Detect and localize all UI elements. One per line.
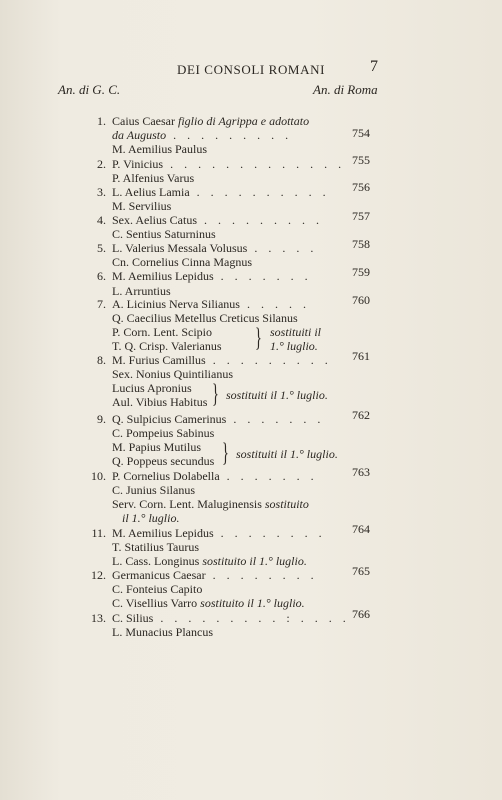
leader-dots: . . . . . . . . . : . . . . bbox=[153, 611, 350, 625]
leader-dots: . . . . . bbox=[247, 241, 318, 255]
entry-number: 2. bbox=[97, 157, 106, 171]
roman-year: 766 bbox=[352, 607, 370, 621]
consul-name: T. Statilius Taurus bbox=[112, 540, 200, 554]
consul-name: M. Aemilius Paulus bbox=[112, 142, 208, 156]
entry-number: 6. bbox=[97, 269, 106, 283]
consul-name: C. Fonteius Capito bbox=[112, 582, 203, 596]
leader-dots: . . . . . . . bbox=[226, 412, 325, 426]
consul-name: Caius Caesar bbox=[112, 114, 178, 128]
leader-dots: . . . . . . . . . . . . . bbox=[163, 157, 346, 171]
consul-name: C. Pompeius Sabinus bbox=[112, 426, 215, 440]
consul-name: M. Aemilius Lepidus bbox=[112, 526, 214, 540]
entry-number: 11. bbox=[91, 526, 106, 540]
brace-icon: } bbox=[255, 323, 262, 352]
entry-number: 10. bbox=[91, 469, 106, 483]
consul-name: P. Corn. Lent. Scipio bbox=[112, 325, 213, 339]
consul-name: M. Papius Mutilus bbox=[112, 440, 202, 454]
leader-dots: . . . . . bbox=[239, 297, 310, 311]
leader-dots: . . . . . . . . bbox=[205, 568, 318, 582]
consul-name: Sex. Aelius Catus bbox=[112, 213, 198, 227]
consul-name: L. Cass. Longinus bbox=[112, 554, 203, 568]
consul-name: L. Valerius Messala Volusus bbox=[112, 241, 248, 255]
consul-name: T. Q. Crisp. Valerianus bbox=[112, 339, 222, 353]
consul-name: P. Vinicius bbox=[112, 157, 164, 171]
roman-year: 765 bbox=[352, 564, 370, 578]
consul-note: sostituiti il 1.° luglio. bbox=[236, 447, 338, 461]
roman-year: 764 bbox=[352, 522, 370, 536]
roman-year: 763 bbox=[352, 465, 370, 479]
consul-note: figlio di Agrippa e adottato bbox=[177, 114, 310, 128]
leader-dots: . . . . . . . . . . bbox=[189, 185, 330, 199]
leader-dots: . . . . . . . . . bbox=[197, 213, 324, 227]
brace-icon: } bbox=[212, 379, 219, 408]
roman-year: 757 bbox=[352, 209, 370, 223]
consul-note: sostituito il 1.° luglio. bbox=[200, 596, 305, 610]
consul-note: 1.° luglio. bbox=[270, 339, 318, 353]
consul-name: M. Servilius bbox=[112, 199, 172, 213]
leader-dots: . . . . . . . . bbox=[213, 526, 326, 540]
column-header-christian-year: An. di G. C. bbox=[58, 82, 121, 97]
entry-number: 5. bbox=[97, 241, 106, 255]
roman-year: 762 bbox=[352, 408, 370, 422]
consul-name: C. Junius Silanus bbox=[112, 483, 196, 497]
consul-name: Q. Caecilius Metellus Creticus Silanus bbox=[112, 311, 298, 325]
roman-year: 754 bbox=[352, 126, 370, 140]
brace-icon: } bbox=[222, 438, 229, 467]
entry-number: 12. bbox=[91, 568, 106, 582]
consul-note: sostituito il 1.° luglio. bbox=[202, 554, 307, 568]
consul-name: Sex. Nonius Quintilianus bbox=[112, 367, 234, 381]
consul-name: Lucius Apronius bbox=[112, 381, 192, 395]
entry-number: 13. bbox=[91, 611, 106, 625]
entry-number: 9. bbox=[97, 412, 106, 426]
consul-name: M. Furius Camillus bbox=[112, 353, 206, 367]
entry-number: 8. bbox=[97, 353, 106, 367]
leader-dots: . . . . . . . . . bbox=[166, 128, 293, 142]
consul-note: sostituito bbox=[264, 497, 309, 511]
roman-year: 756 bbox=[352, 180, 370, 194]
roman-year: 759 bbox=[352, 265, 370, 279]
entry-number: 7. bbox=[97, 297, 106, 311]
consul-note: sostituiti il bbox=[270, 325, 322, 339]
column-header-roman-year: An. di Roma bbox=[313, 82, 378, 97]
consul-name: Germanicus Caesar bbox=[112, 568, 206, 582]
leader-dots: . . . . . . . bbox=[213, 269, 312, 283]
consul-name: C. Sentius Saturninus bbox=[112, 227, 216, 241]
page-number: 7 bbox=[370, 58, 378, 75]
leader-dots: . . . . . . . . . bbox=[205, 353, 332, 367]
roman-year: 761 bbox=[352, 349, 370, 363]
page-title: DEI CONSOLI ROMANI bbox=[176, 62, 326, 77]
consul-note: da Augusto bbox=[112, 128, 167, 142]
consul-name: Cn. Cornelius Cinna Magnus bbox=[112, 255, 252, 269]
consul-note: sostituiti il 1.° luglio. bbox=[226, 388, 328, 402]
consul-note: il 1.° luglio. bbox=[122, 511, 180, 525]
entry-number: 4. bbox=[97, 213, 106, 227]
consul-name: Q. Sulpicius Camerinus bbox=[112, 412, 227, 426]
consul-name: C. Visellius Varro bbox=[112, 596, 201, 610]
consul-name: L. Aelius Lamia bbox=[112, 185, 190, 199]
roman-year: 760 bbox=[352, 293, 370, 307]
entry-number: 3. bbox=[97, 185, 106, 199]
consul-name: C. Silius bbox=[112, 611, 154, 625]
roman-year: 758 bbox=[352, 237, 370, 251]
roman-year: 755 bbox=[352, 153, 370, 167]
consul-name: Q. Poppeus secundus bbox=[112, 454, 215, 468]
consul-name: L. Munacius Plancus bbox=[112, 625, 213, 639]
consul-name: P. Cornelius Dolabella bbox=[112, 469, 220, 483]
consul-name: Serv. Corn. Lent. Maluginensis bbox=[112, 497, 265, 511]
consul-name: P. Alfenius Varus bbox=[112, 171, 195, 185]
consul-name: M. Aemilius Lepidus bbox=[112, 269, 214, 283]
consul-name: Aul. Vibius Habitus bbox=[112, 395, 208, 409]
entry-number: 1. bbox=[97, 114, 106, 128]
leader-dots: . . . . . . . bbox=[219, 469, 318, 483]
consul-name: L. Arruntius bbox=[112, 284, 171, 298]
consul-name: A. Licinius Nerva Silianus bbox=[112, 297, 240, 311]
